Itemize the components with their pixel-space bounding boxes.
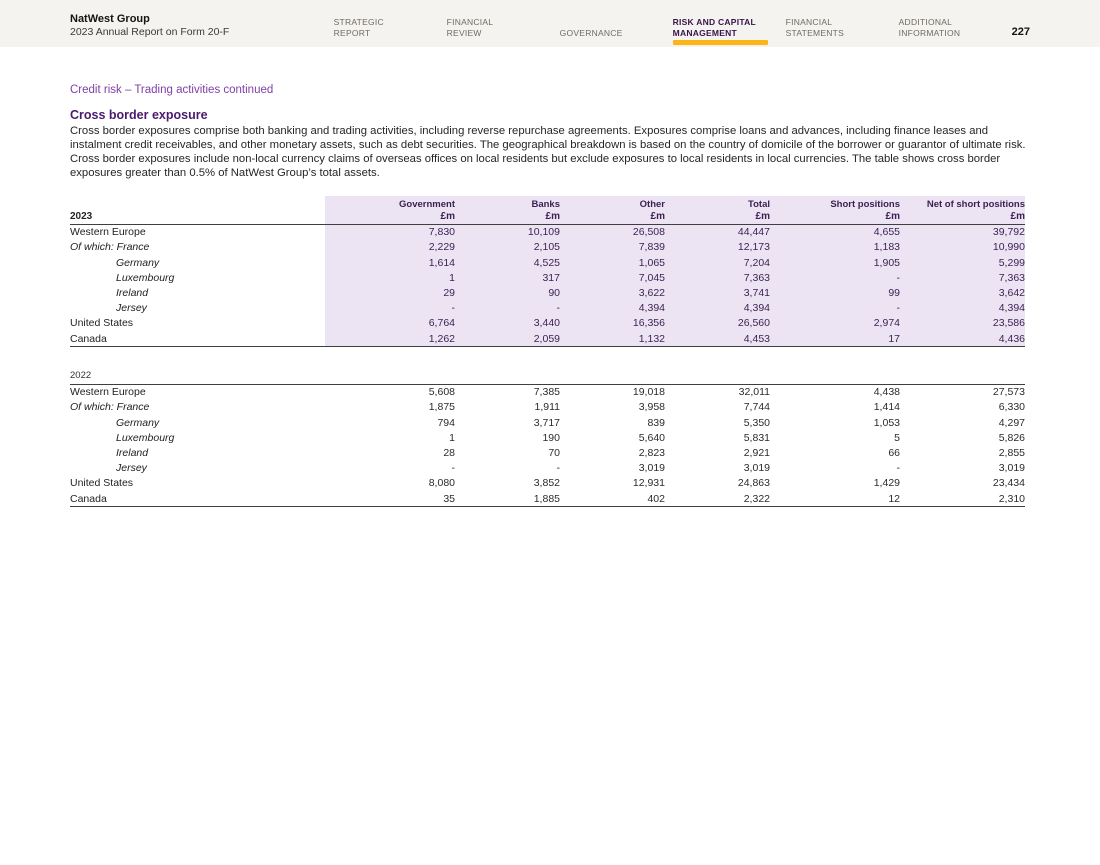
cell-value: - [455,301,560,316]
row-label: Luxembourg [116,271,175,284]
cell-value: 8,080 [428,477,455,490]
nav-item-additional-information[interactable] [899,17,1012,38]
table-row [70,400,1025,415]
column-header-net-of-short-positions: Net of short positions [900,196,1025,211]
header-spacer [70,196,325,211]
cell-value: 12,173 [665,240,770,255]
cell-value: 17 [770,331,900,347]
cell-value: 7,744 [743,401,770,414]
year-row-2022 [70,368,1025,385]
cell-value: 70 [548,446,560,459]
table-row [70,285,1025,300]
table-row [70,476,1025,491]
row-label: Germany [116,256,160,269]
cell-value: 3,019 [998,462,1025,475]
cell-value: 839 [647,416,665,429]
cell-value: 7,839 [560,240,665,255]
cell-value: 6,330 [998,401,1025,414]
row-label: Of which: France [70,241,150,254]
cell-value: 4,297 [998,416,1025,429]
cell-value: 1,053 [873,416,900,429]
report-subtitle: 2023 Annual Report on Form 20-F [70,26,230,38]
cell-value: 5,831 [743,431,770,444]
cell-value: 4,436 [900,331,1025,347]
unit-label: £m [900,211,1025,225]
cell-value: 23,434 [992,477,1025,490]
cell-value: 29 [325,285,455,300]
nav-item-label: FINANCIAL [446,17,494,27]
cell-value: 7,363 [900,270,1025,285]
cell-value: 3,019 [638,462,665,475]
row-label: Of which: France [70,401,150,414]
column-header-total: Total [665,196,770,211]
unit-label: £m [665,211,770,225]
cell-value: 4,394 [560,301,665,316]
table-body-2023 [70,224,1025,347]
cell-value: 10,109 [455,224,560,240]
cell-value: 10,990 [900,240,1025,255]
cell-value: 32,011 [738,386,770,399]
cell-value: 1,614 [325,255,455,270]
row-label: United States [70,317,134,330]
cell-value: 5,350 [743,416,770,429]
cell-value: 7,045 [560,270,665,285]
cell-value: 3,622 [560,285,665,300]
cell-value: 4,525 [455,255,560,270]
table-row [70,384,1025,400]
cell-value: 26,508 [560,224,665,240]
cell-value: 2,310 [900,491,1025,507]
cell-value: 1,429 [873,477,900,490]
nav-item-label: STATEMENTS [785,27,845,38]
section-title: Cross border exposure [70,108,208,122]
cell-value: 5 [894,431,900,444]
nav-item-label: MANAGEMENT [672,27,737,38]
nav-item-label: STRATEGIC [333,17,384,27]
cell-value: 16,356 [560,316,665,331]
nav-item-label: ADDITIONAL [898,17,953,27]
cell-value: 12 [770,491,900,507]
cell-value: 5,640 [638,431,665,444]
nav-item-label: GOVERNANCE [559,27,623,38]
header-nav [334,17,1012,38]
cell-value: - [770,301,900,316]
cell-value: 1,905 [770,255,900,270]
intro-paragraph: Cross border exposures comprise both banking and trading activities, including reverse repurchase agreements. Exposures comprise loans and advances, including finance leases and instalment credit receivables, and other monetary assets, such as debt securities. The geographical breakdown is based on the country of domicile of the borrower or guarantor of ultimate risk. Cross border exposures include non-local currency claims of overseas offices on local residents but exclude exposures to local residents in local currencies. The table shows cross border exposures greater than 0.5% of NatWest Group’s total assets. [70,125,1026,179]
cell-value: 12,931 [632,477,665,490]
cell-value: 1,885 [455,491,560,507]
cell-value: 2,229 [325,240,455,255]
cell-value: 2,974 [770,316,900,331]
cell-value: 317 [455,270,560,285]
row-label: Canada [70,491,325,507]
cell-value: 3,852 [533,477,560,490]
cell-value: 402 [560,491,665,507]
page-number: 227 [1011,26,1030,38]
nav-item-label: REPORT [333,27,371,38]
nav-item-risk-and-capital-management[interactable] [673,17,786,38]
nav-item-strategic-report[interactable] [334,17,447,38]
cell-value: 3,642 [900,285,1025,300]
cell-value: 24,863 [737,477,770,490]
cross-border-exposure-table [70,196,1025,508]
year-label-2022: 2022 [70,368,1025,385]
nav-item-label: INFORMATION [898,27,961,38]
cell-value: 35 [325,491,455,507]
column-header-government: Government [325,196,455,211]
cell-value: 2,105 [455,240,560,255]
page-content [0,84,1100,507]
cell-value: - [325,301,455,316]
cell-value: 190 [542,431,560,444]
cell-value: 28 [443,446,455,459]
unit-label: £m [560,211,665,225]
cell-value: 4,394 [900,301,1025,316]
cell-value: 2,921 [743,446,770,459]
table-row [70,301,1025,316]
unit-label: £m [770,211,900,225]
cell-value: 4,438 [873,386,900,399]
column-header-other: Other [560,196,665,211]
brand-name: NatWest Group [70,13,150,25]
row-label: Luxembourg [116,431,175,444]
cell-value: 7,204 [665,255,770,270]
nav-item-label: FINANCIAL [785,17,833,27]
table-body-2022 [70,384,1025,507]
row-label: Ireland [116,286,149,299]
cell-value: - [556,462,560,475]
table-row [70,240,1025,255]
nav-item-financial-statements[interactable] [786,17,899,38]
cell-value: - [770,270,900,285]
cell-value: 7,830 [325,224,455,240]
table-row [70,491,1025,507]
column-header-short-positions: Short positions [770,196,900,211]
cell-value: 1,132 [560,331,665,347]
row-label: Jersey [116,302,147,315]
unit-label: £m [325,211,455,225]
year-label-2023: 2023 [70,211,325,225]
cell-value: 5,608 [428,386,455,399]
table-row [70,461,1025,476]
row-label: Western Europe [70,226,146,239]
cell-value: - [896,462,900,475]
table-row [70,224,1025,240]
cell-value: 1 [449,431,455,444]
cell-value: 3,019 [743,462,770,475]
cell-value: 1,262 [325,331,455,347]
cell-value: 1,414 [873,401,900,414]
cell-value: 19,018 [632,386,665,399]
table-row [70,270,1025,285]
cell-value: 2,823 [638,446,665,459]
cell-value: 1,911 [534,401,560,414]
cell-value: 3,741 [665,285,770,300]
page-header [0,0,1100,47]
cell-value: 3,958 [638,401,665,414]
cell-value: 5,299 [900,255,1025,270]
row-label: United States [70,477,134,490]
active-tab-indicator [673,40,768,45]
cell-value: 5,826 [998,431,1025,444]
cell-value: - [451,462,455,475]
row-label: Jersey [116,462,147,475]
table-row [70,430,1025,445]
table-section-gap [70,347,1025,368]
cell-value: 4,453 [665,331,770,347]
cell-value: 7,363 [665,270,770,285]
cell-value: 3,440 [455,316,560,331]
nav-item-label: RISK AND CAPITAL [672,17,756,27]
row-label: Western Europe [70,386,146,399]
column-header-banks: Banks [455,196,560,211]
cell-value: 1,875 [428,401,455,414]
cell-value: 39,792 [900,224,1025,240]
cell-value: 3,717 [533,416,560,429]
cell-value: 66 [888,446,900,459]
cell-value: 90 [455,285,560,300]
table-header-row [70,196,1025,211]
cell-value: 27,573 [992,386,1025,399]
row-label: Canada [70,331,325,347]
nav-item-governance[interactable] [560,28,673,39]
brand-block [70,13,334,38]
breadcrumb: Credit risk – Trading activities continued [70,84,274,96]
cell-value: 44,447 [665,224,770,240]
cell-value: 2,059 [455,331,560,347]
row-label: Germany [116,416,160,429]
table-unit-row [70,211,1025,225]
cell-value: 1,065 [560,255,665,270]
nav-item-label: REVIEW [446,27,482,38]
cell-value: 4,394 [665,301,770,316]
cell-value: 794 [437,416,455,429]
cell-value: 2,855 [998,446,1025,459]
cell-value: 2,322 [665,491,770,507]
table-row [70,415,1025,430]
unit-label: £m [455,211,560,225]
cell-value: 7,385 [533,386,560,399]
cell-value: 99 [770,285,900,300]
table-row [70,445,1025,460]
cell-value: 1,183 [770,240,900,255]
cell-value: 26,560 [665,316,770,331]
cell-value: 1 [325,270,455,285]
nav-item-financial-review[interactable] [447,17,560,38]
table-row [70,331,1025,347]
cell-value: 6,764 [325,316,455,331]
row-label: Ireland [116,446,149,459]
cell-value: 4,655 [770,224,900,240]
table-row [70,316,1025,331]
table-row [70,255,1025,270]
cell-value: 23,586 [900,316,1025,331]
